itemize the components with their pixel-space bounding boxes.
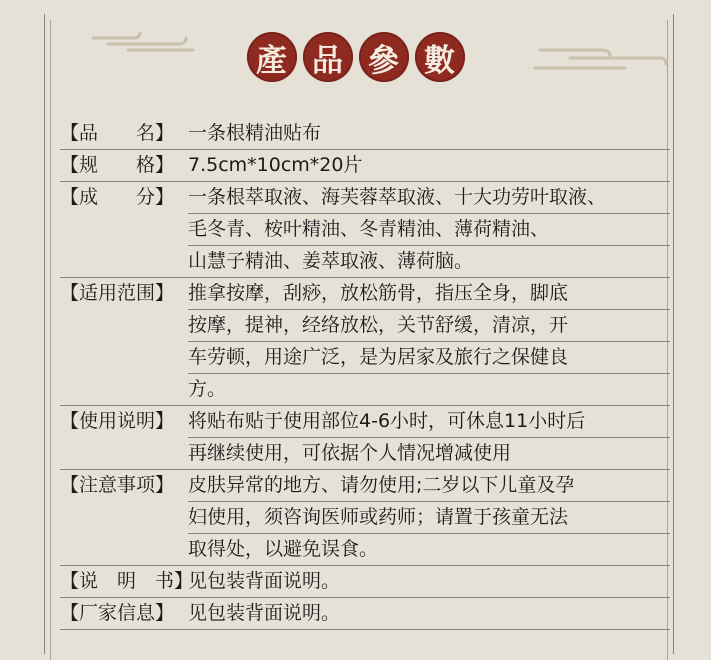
param-value-line: 一条根精油贴布 bbox=[188, 122, 322, 144]
param-label: 【注意事项】 bbox=[60, 474, 175, 496]
param-label: 【说 明 书】 bbox=[60, 570, 194, 592]
param-row bbox=[60, 598, 670, 630]
param-value bbox=[188, 150, 670, 181]
param-value-line: 毛冬青、桉叶精油、冬青精油、薄荷精油、 bbox=[188, 214, 670, 246]
param-value-line: 按摩，提神，经络放松，关节舒缓，清凉，开 bbox=[188, 310, 670, 342]
title-seal: 品 bbox=[303, 32, 353, 82]
param-row bbox=[60, 182, 670, 278]
page-title bbox=[0, 32, 711, 82]
parameter-table bbox=[60, 118, 670, 630]
param-row bbox=[60, 150, 670, 182]
param-label: 【厂家信息】 bbox=[60, 602, 175, 624]
param-value-line: 7.5cm*10cm*20片 bbox=[188, 154, 363, 176]
param-row bbox=[60, 566, 670, 598]
param-value-line: 将贴布贴于使用部位4-6小时，可休息11小时后 bbox=[188, 406, 670, 438]
param-value bbox=[188, 470, 670, 565]
param-row bbox=[60, 406, 670, 470]
param-value-line: 再继续使用，可依据个人情况增减使用 bbox=[188, 442, 512, 464]
param-value-line: 山慧子精油、姜萃取液、薄荷脑。 bbox=[188, 250, 474, 272]
param-value-line: 妇使用，须咨询医师或药师；请置于孩童无法 bbox=[188, 502, 670, 534]
title-seal: 產 bbox=[247, 32, 297, 82]
param-label: 【品 名】 bbox=[60, 122, 175, 144]
param-value-line: 推拿按摩，刮痧，放松筋骨，指压全身，脚底 bbox=[188, 278, 670, 310]
param-row bbox=[60, 278, 670, 406]
param-value-line: 方。 bbox=[188, 378, 227, 400]
param-label: 【成 分】 bbox=[60, 186, 175, 208]
title-seal: 參 bbox=[359, 32, 409, 82]
param-value bbox=[188, 182, 670, 277]
param-value-line: 车劳顿，用途广泛，是为居家及旅行之保健良 bbox=[188, 342, 670, 374]
param-value-line: 取得处，以避免误食。 bbox=[188, 538, 379, 560]
param-value bbox=[188, 278, 670, 405]
param-label: 【适用范围】 bbox=[60, 282, 175, 304]
param-value-line: 见包装背面说明。 bbox=[188, 570, 341, 592]
param-value bbox=[188, 406, 670, 469]
param-label: 【使用说明】 bbox=[60, 410, 175, 432]
param-label: 【规 格】 bbox=[60, 154, 175, 176]
param-value bbox=[188, 118, 670, 149]
param-row bbox=[60, 118, 670, 150]
param-value-line: 一条根萃取液、海芙蓉萃取液、十大功劳叶取液、 bbox=[188, 182, 670, 214]
title-seal: 數 bbox=[415, 32, 465, 82]
param-value-line: 见包装背面说明。 bbox=[188, 602, 341, 624]
param-value-line: 皮肤异常的地方、请勿使用;二岁以下儿童及孕 bbox=[188, 470, 670, 502]
param-row bbox=[60, 470, 670, 566]
param-value bbox=[188, 598, 670, 629]
param-value bbox=[188, 566, 670, 597]
